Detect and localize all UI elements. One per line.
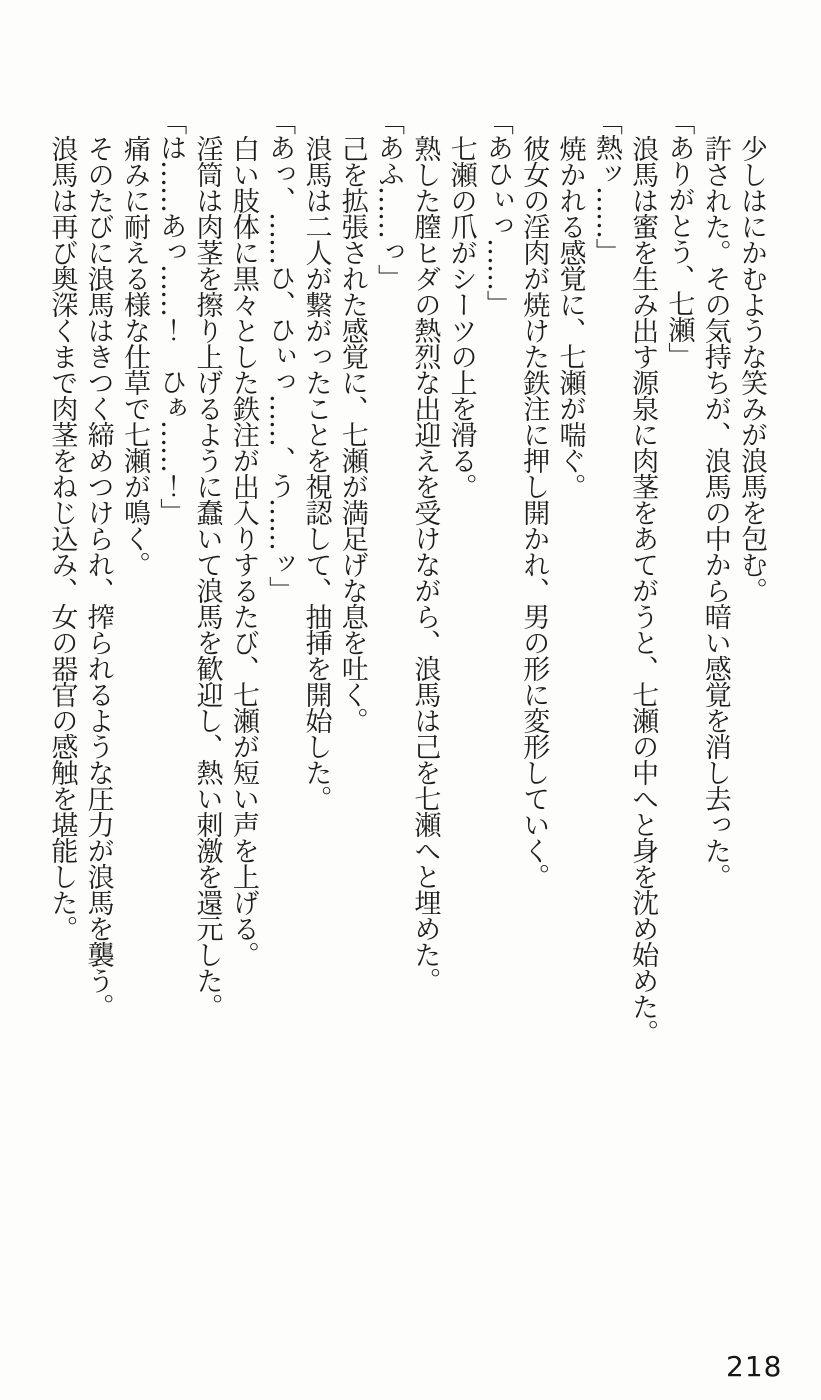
text-line: そのたびに浪馬はきつく締めつけられ、搾られるような圧力が浪馬を襲う。	[82, 135, 114, 1019]
text-line-dialogue: 「あひぃっ……」	[481, 108, 513, 316]
text-line: 痛みに耐える様な仕草で七瀬が鳴く。	[118, 135, 150, 577]
text-line: 浪馬は再び奥深くまで肉茎をねじ込み、女の器官の感触を堪能した。	[46, 135, 78, 941]
text-line: 熟した膣ヒダの熱烈な出迎えを受けながら、浪馬は己を七瀬へと埋めた。	[409, 135, 441, 993]
page-text	[43, 108, 769, 1263]
text-line-dialogue: 「あっ、……ひ、ひぃっ……、う……ッ」	[264, 108, 296, 602]
text-line: 彼女の淫肉が焼けた鉄注に押し開かれ、男の形に変形していく。	[518, 135, 550, 889]
text-line: 淫筒は肉茎を擦り上げるように蠢いて浪馬を歓迎し、熱い刺激を還元した。	[191, 135, 223, 1019]
text-line: 浪馬は二人が繋がったことを視認して、抽挿を開始した。	[300, 135, 332, 811]
text-line: 浪馬は蜜を生み出す源泉に肉茎をあてがうと、七瀬の中へと身を沈め始めた。	[627, 135, 659, 1045]
page-number: 218	[726, 1350, 783, 1383]
text-line-dialogue: 「ありがとう、七瀬」	[663, 108, 695, 368]
text-line: 己を拡張された感覚に、七瀬が満足げな息を吐く。	[336, 135, 368, 733]
text-line: 許された。その気持ちが、浪馬の中から暗い感覚を消し去った。	[699, 135, 731, 889]
text-line: 少しはにかむような笑みが浪馬を包む。	[736, 135, 767, 603]
text-line: 七瀬の爪がシーツの上を滑る。	[445, 135, 477, 499]
text-line: 焼かれる感覚に、七瀬が喘ぐ。	[554, 135, 586, 499]
text-line-dialogue: 「は……あっ……！ ひぁ……！」	[155, 108, 187, 524]
text-line-dialogue: 「あふ……っ」	[373, 108, 405, 290]
text-line-dialogue: 「熱ッ……」	[590, 108, 622, 264]
text-line: 白い肢体に黒々とした鉄注が出入りするたび、七瀬が短い声を上げる。	[227, 135, 259, 967]
